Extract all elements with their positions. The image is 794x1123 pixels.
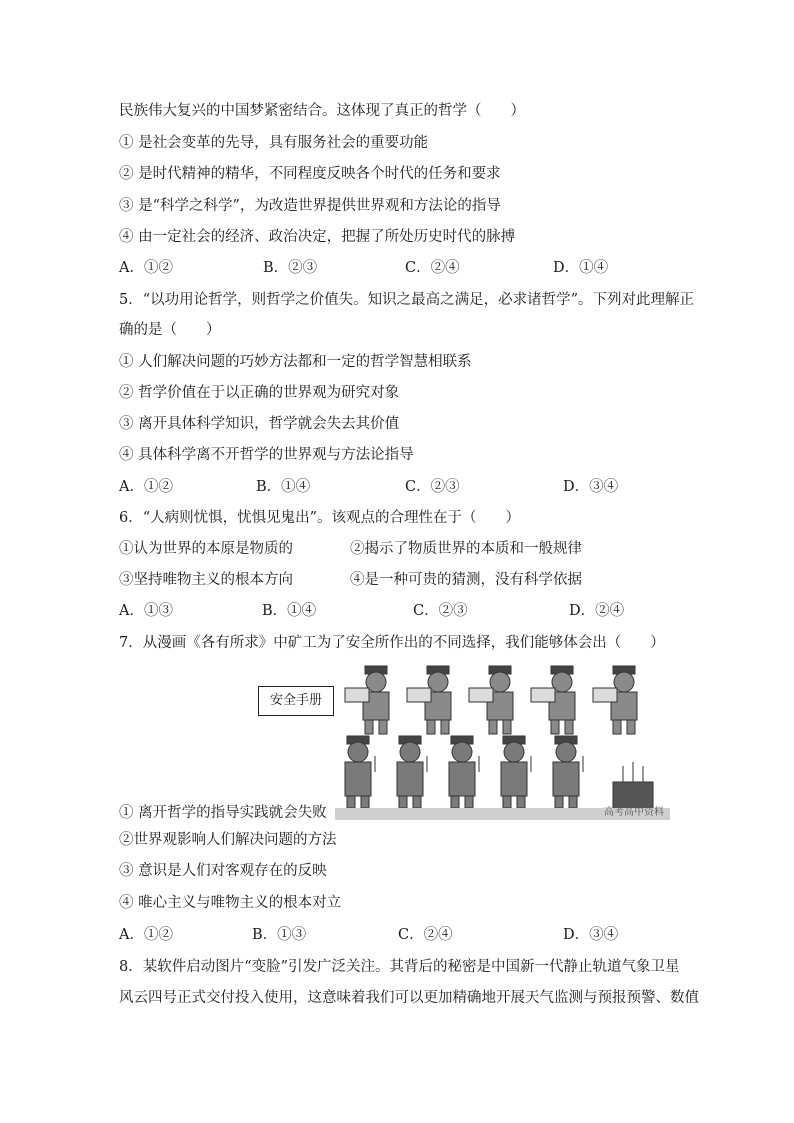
q5-item-4: ④ 具体科学离不开哲学的世界观与方法论指导	[119, 447, 414, 463]
cartoon-image	[335, 660, 670, 820]
q7-option-c: C．②④	[398, 927, 453, 943]
q5-stem-line-2: 确的是（ ）	[119, 322, 221, 338]
q6-item-3: ③坚持唯物主义的根本方向	[119, 572, 293, 588]
q7-stem: 7．从漫画《各有所求》中矿工为了安全所作出的不同选择，我们能够体会出（ ）	[119, 635, 665, 651]
q6-option-a: A．①③	[119, 603, 173, 619]
q5-option-d: D．③④	[563, 479, 619, 495]
q5-stem-line-1: 5．“以功用论哲学，则哲学之价值失。知识之最高之满足，必求诸哲学”。下列对此理解正	[119, 292, 695, 308]
q6-item-1: ①认为世界的本原是物质的	[119, 541, 293, 557]
q4-item-3: ③ 是“科学之科学”，为改造世界提供世界观和方法论的指导	[119, 198, 501, 214]
q8-stem-line-1: 8．某软件启动图片“变脸”引发广泛关注。其背后的秘密是中国新一代静止轨道气象卫星	[119, 959, 680, 975]
q8-stem-line-2: 风云四号正式交付投入使用，这意味着我们可以更加精确地开展天气监测与预报预警、数值	[119, 990, 699, 1006]
q7-item-3: ③ 意识是人们对客观存在的反映	[119, 863, 327, 879]
q7-item-1: ① 离开哲学的指导实践就会失败	[119, 805, 327, 821]
q6-option-c: C．②③	[413, 603, 468, 619]
q7-item-2: ②世界观影响人们解决问题的方法	[119, 832, 337, 848]
q4-stem-tail: 民族伟大复兴的中国梦紧密结合。这体现了真正的哲学（ ）	[119, 103, 525, 119]
cartoon-watermark: 高考高中资料	[604, 807, 664, 818]
q5-item-3: ③ 离开具体科学知识，哲学就会失去其价值	[119, 416, 400, 432]
q5-item-1: ① 人们解决问题的巧妙方法都和一定的哲学智慧相联系	[119, 354, 472, 370]
q5-item-2: ② 哲学价值在于以正确的世界观为研究对象	[119, 385, 400, 401]
q7-option-d: D．③④	[563, 927, 619, 943]
miners-cartoon	[335, 660, 670, 820]
q5-option-a: A．①②	[119, 479, 173, 495]
q4-item-4: ④ 由一定社会的经济、政治决定，把握了所处历史时代的脉搏	[119, 229, 516, 245]
q7-option-a: A．①②	[119, 927, 173, 943]
q5-option-b: B．①④	[256, 479, 311, 495]
q4-option-c: C．②④	[405, 260, 460, 276]
q4-option-a: A．①②	[119, 260, 173, 276]
q4-option-d: D．①④	[553, 260, 609, 276]
q6-option-d: D．②④	[569, 603, 625, 619]
q7-item-4: ④ 唯心主义与唯物主义的根本对立	[119, 895, 342, 911]
q4-option-b: B．②③	[263, 260, 318, 276]
q5-option-c: C．②③	[405, 479, 460, 495]
q6-item-2: ②揭示了物质世界的本质和一般规律	[350, 541, 582, 557]
q6-item-4: ④是一种可贵的猜测，没有科学依据	[350, 572, 582, 588]
q4-item-2: ② 是时代精神的精华，不同程度反映各个时代的任务和要求	[119, 166, 501, 182]
q6-option-b: B．①④	[262, 603, 317, 619]
q7-option-b: B．①③	[252, 927, 307, 943]
q6-stem: 6．“人病则忧惧，忧惧见鬼出”。该观点的合理性在于（ ）	[119, 510, 521, 526]
q4-item-1: ① 是社会变革的先导，具有服务社会的重要功能	[119, 135, 429, 151]
safety-manual-label: 安全手册	[258, 686, 334, 716]
